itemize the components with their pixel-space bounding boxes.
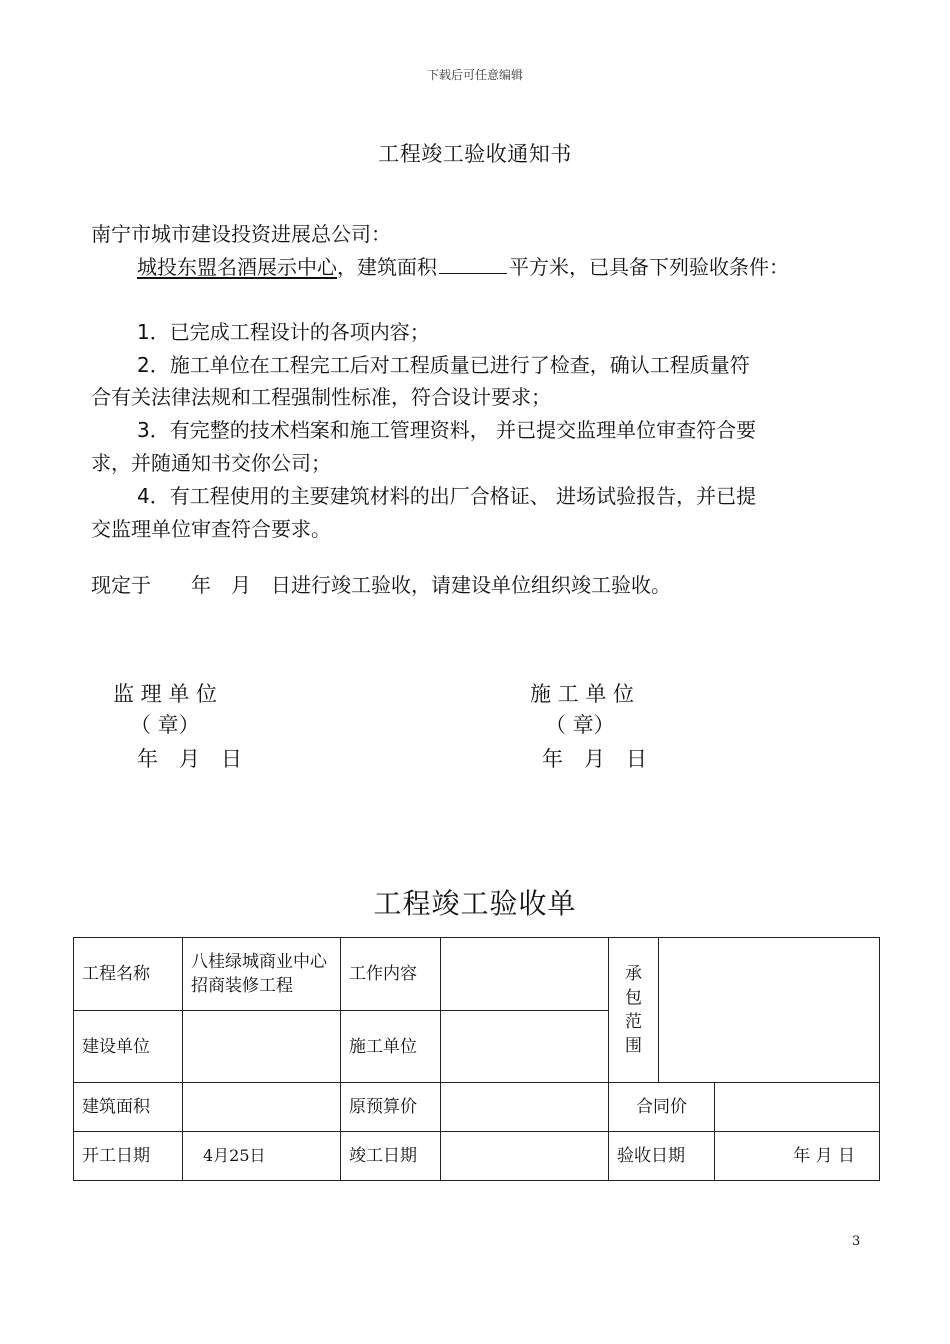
building-area-value bbox=[183, 1083, 341, 1132]
project-line-mid: ，建筑面积 bbox=[337, 255, 437, 279]
header-note: 下载后可任意编辑 bbox=[426, 68, 523, 82]
contractor-seal-label: （ 章） bbox=[545, 713, 615, 737]
builder-value bbox=[183, 1011, 341, 1083]
work-content-value bbox=[441, 938, 609, 1011]
contract-scope-label bbox=[609, 938, 659, 1083]
project-name-label: 工程名称 bbox=[74, 938, 183, 1011]
condition-item-4-line-1: 4．有工程使用的主要建筑材料的出厂合格证、 进场试验报告，并已提 bbox=[137, 484, 757, 508]
table-row bbox=[74, 1132, 880, 1181]
building-area-label: 建筑面积 bbox=[74, 1083, 183, 1132]
contractor-value bbox=[441, 1011, 609, 1083]
contract-scope-text: 承包范围 bbox=[625, 964, 642, 1056]
contractor-unit-label: 施 工 单 位 bbox=[530, 682, 635, 706]
start-date-label: 开工日期 bbox=[74, 1132, 183, 1181]
supervisor-unit-label: 监 理 单 位 bbox=[113, 682, 218, 706]
supervisor-date-label: 年 月 日 bbox=[137, 747, 242, 771]
contract-price-value bbox=[715, 1083, 880, 1132]
original-budget-label: 原预算价 bbox=[341, 1083, 441, 1132]
project-name-underlined: 城投东盟名酒展示中心 bbox=[137, 255, 337, 279]
start-date-value: 4月25日 bbox=[183, 1132, 341, 1181]
acceptance-form-table bbox=[73, 937, 880, 1181]
condition-item-3-line-1: 3．有完整的技术档案和施工管理资料， 并已提交监理单位审查符合要 bbox=[137, 418, 757, 442]
project-name-value: 八桂绿城商业中心招商装修工程 bbox=[183, 938, 341, 1011]
condition-item-3-line-2: 求，并随通知书交你公司； bbox=[91, 451, 331, 475]
project-line-end: 平方米，已具备下列验收条件： bbox=[509, 255, 789, 279]
table-row bbox=[74, 938, 880, 1011]
acceptance-date-label: 验收日期 bbox=[609, 1132, 715, 1181]
contractor-label: 施工单位 bbox=[341, 1011, 441, 1083]
original-budget-value bbox=[441, 1083, 609, 1132]
condition-item-1: 1．已完成工程设计的各项内容； bbox=[137, 320, 430, 344]
contract-scope-value bbox=[659, 938, 880, 1083]
area-blank bbox=[439, 251, 507, 274]
completion-date-label: 竣工日期 bbox=[341, 1132, 441, 1181]
supervisor-seal-label: （ 章） bbox=[130, 713, 200, 737]
contract-price-label: 合同价 bbox=[609, 1083, 715, 1132]
builder-label: 建设单位 bbox=[74, 1011, 183, 1083]
notice-title: 工程竣工验收通知书 bbox=[378, 142, 572, 166]
condition-item-2-line-2: 合有关法律法规和工程强制性标准，符合设计要求； bbox=[91, 385, 551, 409]
addressee: 南宁市城市建设投资进展总公司： bbox=[91, 222, 391, 246]
condition-item-2-line-1: 2．施工单位在工程完工后对工程质量已进行了检查，确认工程质量符 bbox=[137, 353, 750, 377]
condition-item-4-line-2: 交监理单位审查符合要求。 bbox=[91, 517, 331, 541]
work-content-label: 工作内容 bbox=[341, 938, 441, 1011]
acceptance-date-value: 年 月 日 bbox=[715, 1132, 880, 1181]
project-line bbox=[137, 251, 789, 283]
acceptance-form-title: 工程竣工验收单 bbox=[373, 887, 577, 920]
schedule-line: 现定于 年 月 日进行竣工验收，请建设单位组织竣工验收。 bbox=[91, 573, 671, 597]
table-row bbox=[74, 1083, 880, 1132]
contractor-date-label: 年 月 日 bbox=[542, 747, 647, 771]
completion-date-value bbox=[441, 1132, 609, 1181]
page-number: 3 bbox=[852, 1234, 861, 1249]
